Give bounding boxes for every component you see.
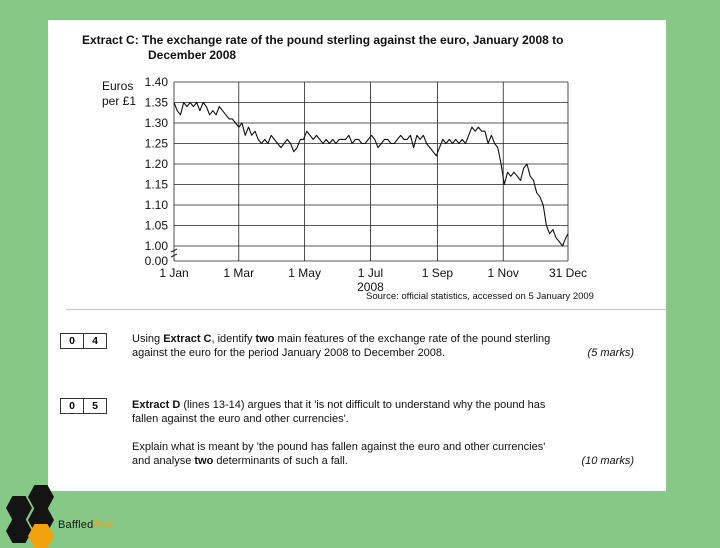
extract-title-line-1: Extract C: The exchange rate of the pound sterling against the euro, January 2008 to: [82, 33, 564, 47]
question-text: Explain what is meant by 'the pound has fallen against the euro and other currencies': [132, 441, 546, 453]
question-text: main features of the exchange rate of the pound sterling: [274, 333, 551, 345]
logo-text-part-1: Baffled: [58, 519, 94, 531]
x-tick-label: 1 Mar: [223, 266, 255, 280]
question-line: [132, 398, 634, 412]
question-text: and analyse: [132, 455, 195, 467]
hexagon-icon: [6, 519, 32, 543]
question-text: fallen against the euro and other currencies'.: [132, 413, 349, 425]
divider: [66, 309, 666, 310]
question-line: [132, 346, 634, 360]
y-tick-label: 1.35: [144, 95, 168, 110]
y-tick-label: 1.25: [144, 136, 168, 151]
y-tick-label: 1.30: [144, 116, 168, 130]
question-04-text: [132, 332, 634, 360]
question-text: against the euro for the period January 2008 to December 2008.: [132, 347, 446, 359]
y-tick-label: 1.10: [144, 198, 168, 212]
y-tick-label: 0.00: [144, 254, 168, 268]
question-line: [132, 332, 634, 346]
question-digit: 0: [60, 333, 84, 349]
x-tick-label: 1 Sep: [421, 266, 454, 280]
y-tick-label: 1.20: [144, 157, 168, 171]
marks-label: (5 marks): [587, 347, 634, 359]
y-axis-label: Euros: [102, 79, 134, 93]
question-digit: 4: [84, 333, 107, 349]
question-text: , identify: [211, 333, 256, 345]
emphasis-text: Extract D: [132, 399, 181, 411]
question-text: (lines 13-14) argues that it 'is not difficult to understand why the pound has: [180, 399, 546, 411]
question-05-text: [132, 398, 634, 468]
extract-title-line-2: December 2008: [148, 48, 237, 62]
x-tick-label: 1 Jan: [159, 266, 189, 280]
logo-text: [58, 519, 114, 531]
x-tick-label: 1 Jul: [357, 266, 384, 280]
x-tick-label: 1 Nov: [487, 266, 519, 280]
emphasis-text: two: [255, 333, 275, 345]
x-axis-label: 2008: [357, 280, 384, 294]
exchange-rate-chart: [48, 20, 666, 310]
emphasis-text: two: [194, 455, 214, 467]
y-tick-label: 1.05: [144, 218, 168, 233]
question-line: [132, 454, 634, 468]
hexagon-icon: [6, 496, 32, 520]
exchange-rate-line: [174, 103, 568, 247]
honey-hexagon-icon: [28, 524, 54, 548]
emphasis-text: Extract C: [163, 333, 212, 345]
y-axis-label: per £1: [102, 94, 137, 108]
logo-text-part-2: Bee: [93, 519, 114, 531]
x-tick-label: 31 Dec: [548, 266, 588, 280]
question-number-04: [60, 333, 107, 349]
question-number-05: [60, 398, 107, 414]
y-tick-label: 1.15: [144, 177, 168, 192]
question-line: [132, 412, 634, 426]
question-text: determinants of such a fall.: [213, 455, 348, 467]
question-digit: 0: [60, 398, 84, 414]
question-line: [132, 440, 634, 454]
exam-sheet: [48, 20, 666, 491]
y-tick-label: 1.00: [144, 239, 168, 253]
y-tick-label: 1.40: [144, 75, 168, 89]
question-digit: 5: [84, 398, 107, 414]
marks-label: (10 marks): [581, 455, 634, 467]
question-text: Using: [132, 333, 164, 345]
source-note: Source: official statistics, accessed on 5 January 2009: [366, 291, 594, 302]
x-tick-label: 1 May: [288, 266, 321, 280]
